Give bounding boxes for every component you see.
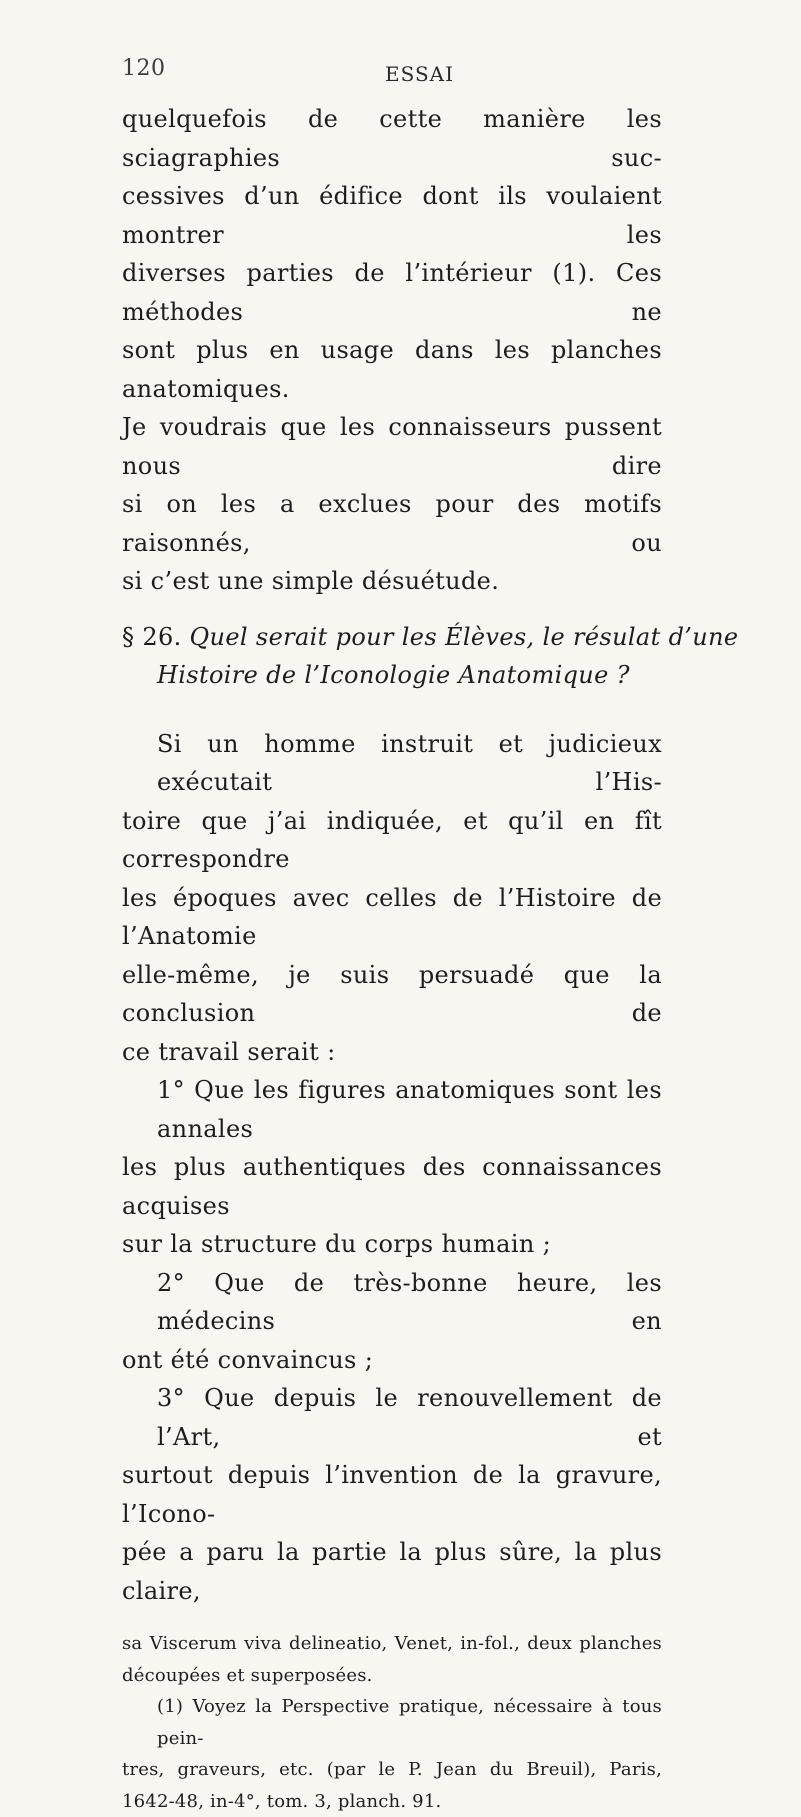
section-mark: § 26. — [122, 623, 182, 651]
section-title-part-2: Histoire de l’Iconologie Anatomique ? — [122, 656, 662, 695]
text-line: sur la structure du corps humain ; — [122, 1225, 662, 1264]
text-line: diverses parties de l’intérieur (1). Ces méthodes ne — [122, 254, 662, 331]
text-line: les plus authentiques des connaissances acquises — [122, 1148, 662, 1225]
paragraph-4 — [122, 1264, 662, 1380]
text-line: 1° Que les figures anatomiques sont les annales — [122, 1071, 662, 1148]
page-number: 120 — [122, 56, 166, 81]
paragraph-2 — [122, 725, 662, 1072]
text-line: toire que j’ai indiquée, et qu’il en fît correspondre — [122, 802, 662, 879]
section-title-part-1: Quel serait pour les Élèves, le résulat d’une — [190, 623, 739, 651]
text-line: si on les a exclues pour des motifs raisonnés, ou — [122, 485, 662, 562]
footnote-line: sa Viscerum viva delineatio, Venet, in-fol., deux planches — [122, 1628, 662, 1660]
text-line: 2° Que de très-bonne heure, les médecins en — [122, 1264, 662, 1341]
footnote-line: tres, graveurs, etc. (par le P. Jean du Breuil), Paris, — [122, 1754, 662, 1786]
paragraph-5 — [122, 1379, 662, 1610]
footnote-line: 1642-48, in-4°, tom. 3, planch. 91. — [122, 1786, 662, 1817]
main-text — [122, 100, 662, 1817]
text-line: Si un homme instruit et judicieux exécutait l’His- — [122, 725, 662, 802]
text-line: elle-même, je suis persuadé que la conclusion de — [122, 956, 662, 1033]
footnotes — [122, 1628, 662, 1817]
text-line: cessives d’un édifice dont ils voulaient montrer les — [122, 177, 662, 254]
text-line: pée a paru la partie la plus sûre, la plus claire, — [122, 1533, 662, 1610]
page-header — [0, 56, 801, 96]
text-line: Je voudrais que les connaisseurs pussent nous dire — [122, 408, 662, 485]
text-line: ont été convaincus ; — [122, 1341, 662, 1380]
footnote-line: (1) Voyez la Perspective pratique, nécessaire à tous pein- — [122, 1691, 662, 1754]
text-line: 3° Que depuis le renouvellement de l’Art, et — [122, 1379, 662, 1456]
text-line: les époques avec celles de l’Histoire de l’Anatomie — [122, 879, 662, 956]
text-line: sont plus en usage dans les planches anatomiques. — [122, 331, 662, 408]
text-line: ce travail serait : — [122, 1033, 662, 1072]
text-line: si c’est une simple désuétude. — [122, 562, 662, 601]
spacer — [122, 695, 662, 725]
text-line: surtout depuis l’invention de la gravure, l’Icono- — [122, 1456, 662, 1533]
paragraph-3 — [122, 1071, 662, 1264]
text-line: quelquefois de cette manière les sciagraphies suc- — [122, 100, 662, 177]
section-heading — [122, 618, 662, 695]
paragraph-1 — [122, 100, 662, 601]
footnote-line: découpées et superposées. — [122, 1660, 662, 1692]
running-head: ESSAI — [385, 62, 454, 86]
section-heading-line-1 — [122, 618, 662, 657]
